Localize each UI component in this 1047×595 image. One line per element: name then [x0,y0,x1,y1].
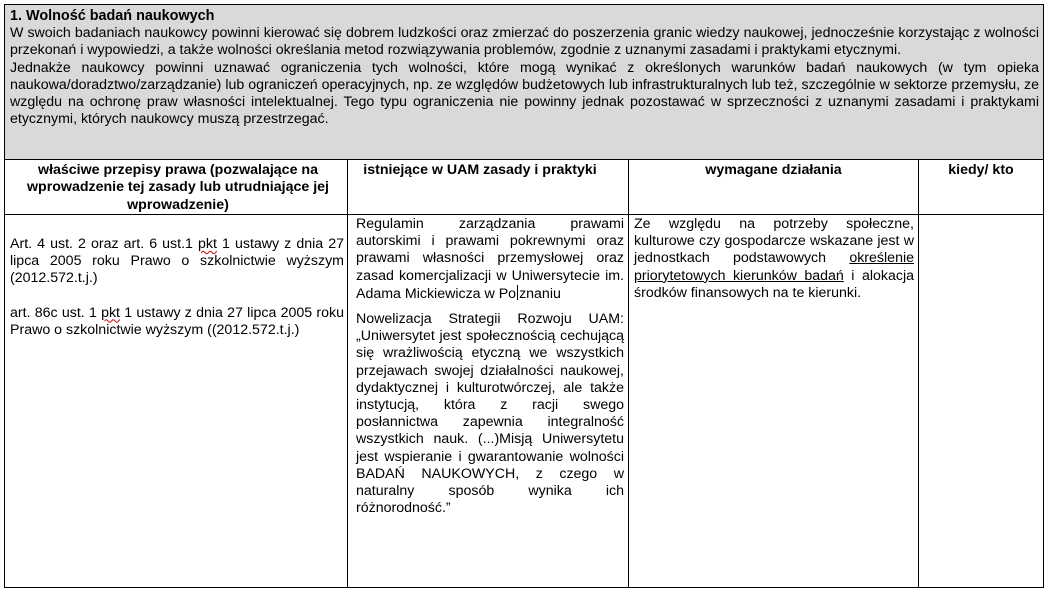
practices-item-2: Nowelizacja Strategii Rozwoju UAM: „Uniwersytet jest społecznością cechującą się wrażliwością etyczną we wszystkich przejawach swojej działalności naukowej, dydaktycznej i kulturotwórczej, ale także instytucją, która z racji swego posłannictwa zapewnia integralność wszystkich nauk. (...)Misją Uniwersytetu jest wspieranie i gwarantowanie wolności BADAŃ NAUKOWYCH, z czego w naturalny sposób wynika ich różnorodność.” [356,311,624,517]
cell-practices [356,216,624,517]
actions-text: Ze względu na potrzeby społeczne, kulturowe czy gospodarcze wskazane jest w jednostkach podstawowych określenie priorytetowych kierunków badań i alokacja środków finansowych na te kierunki. [634,216,915,301]
text-cursor [517,285,518,300]
column-divider [918,160,919,587]
spellcheck-word: pkt [101,304,121,321]
spellcheck-word: pkt [198,236,217,252]
section-paragraph-2: Jednakże naukowcy powinni uznawać ograniczenia tych wolności, które mogą wynikać z określonych warunków badań naukowych (w tym opieka naukowa/doradztwo/zarządzanie) lub ograniczeń operacyjnych, np. ze względów budżetowych lub infrastrukturalnych lub też, szczególnie w sektorze przemysłu, ze względu na ochronę praw własności intelektualnej. Tego typu ograniczenia nie powinny jednak pozostawać w sprzeczności z uznanymi zasadami i praktykami etycznymi, których naukowcy muszą przestrzegać. [10,59,1039,128]
section-title: 1. Wolność badań naukowych [10,8,215,24]
cell-actions [634,216,914,302]
column-header-law: właściwe przepisy prawa (pozwalające na wprowadzenie tej zasady lub utrudniające jej wprowadzenie) [27,162,329,213]
document-page [4,4,1044,588]
law-item-2: art. 86c ust. 1 pkt 1 ustawy z dnia 27 lipca 2005 roku Prawo o szkolnictwie wyższym ((2012.572.t.j.) [10,304,344,338]
section-header [5,5,1043,160]
practices-item-1: Regulamin zarządzania prawami autorskimi i prawami pokrewnymi oraz prawami własności przemysłowej oraz zasad komercjalizacji w Uniwersytecie im. Adama Mickiewicza w Po znaniu [356,216,624,302]
law-item-1: Art. 4 ust. 2 oraz art. 6 ust.1 pkt 1 ustawy z dnia 27 lipca 2005 roku Prawo o szkolnictwie wyższym (2012.572.t.j.) [10,236,345,287]
column-divider [347,160,348,587]
column-header-practices: istniejące w UAM zasady i praktyki [363,162,597,178]
column-header-actions: wymagane działania [705,162,842,178]
column-header-when-who: kiedy/ kto [948,162,1014,178]
cell-law [10,236,344,339]
column-divider [628,160,629,587]
section-paragraph-1: W swoich badaniach naukowcy powinni kierować się dobrem ludzkości oraz zmierzać do poszerzenia granic wiedzy naukowej, jednocześnie korzystając z wolności przekonań i wypowiedzi, a także wolności określania metod rozwiązywania problemów, zgodnie z uznanymi zasadami i praktykami etycznymi. [10,25,1039,59]
underlined-phrase: określenie priorytetowych kierunków badań [634,250,914,284]
